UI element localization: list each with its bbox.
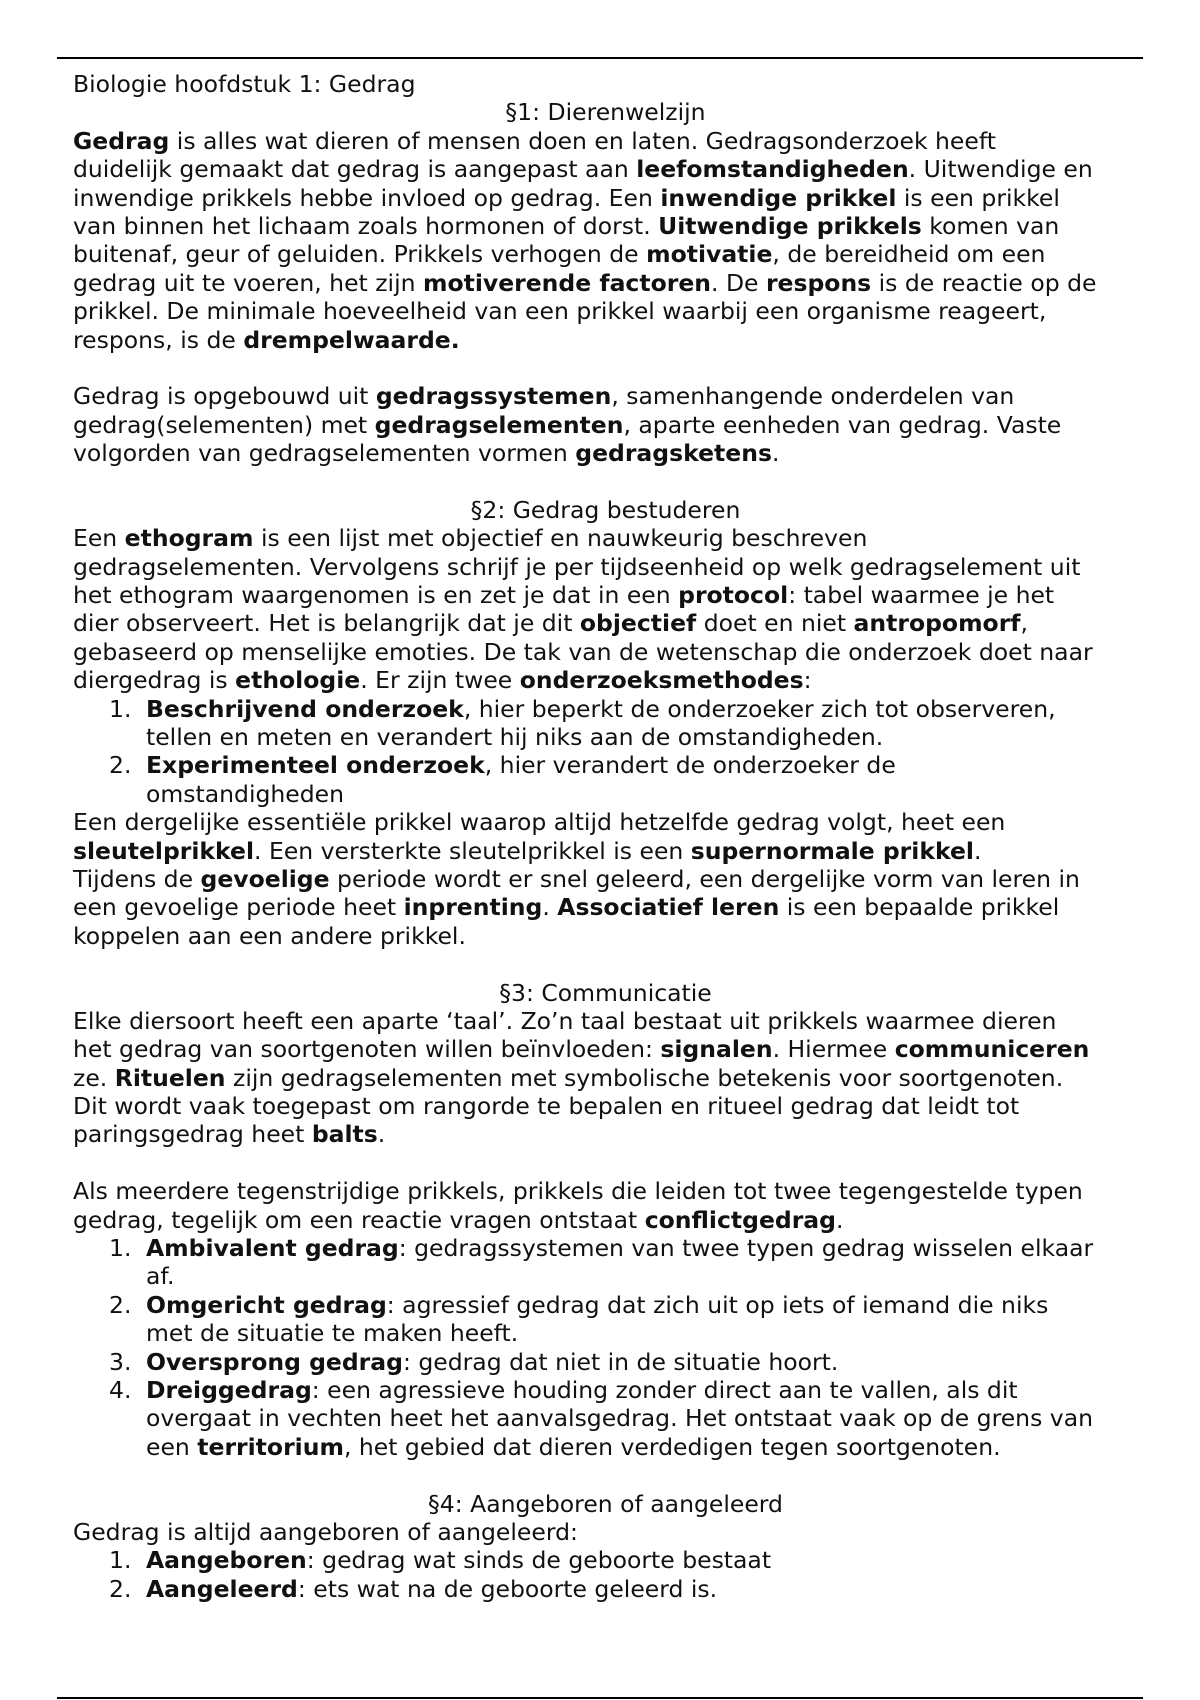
key-term: Experimenteel onderzoek <box>146 751 485 780</box>
section <box>73 496 1138 979</box>
key-term: ethologie <box>235 666 361 695</box>
text-run: respons, is de <box>73 325 244 354</box>
text-line <box>73 382 1138 410</box>
text-line <box>73 326 1138 354</box>
text-run: inwendige prikkels hebbe invloed op gedrag. Een <box>73 183 661 212</box>
text-line <box>73 638 1138 666</box>
text-run: duidelijk gemaakt dat gedrag is aangepast aan <box>73 155 637 184</box>
text-run: met de situatie te maken heeft. <box>146 1319 519 1348</box>
text-line <box>73 1120 1138 1148</box>
text-run: dier observeert. Het is belangrijk dat je dit <box>73 609 580 638</box>
text-run: gedragselementen. Vervolgens schrijf je per tijdseenheid op welk gedragselement uit <box>73 552 1081 581</box>
text-run: is de reactie op de <box>871 268 1097 297</box>
key-term: gevoelige <box>200 864 330 893</box>
text-line <box>73 269 1138 297</box>
key-term: conflictgedrag <box>644 1205 836 1234</box>
key-term: inwendige prikkel <box>660 183 897 212</box>
text-line <box>73 155 1138 183</box>
text-line <box>146 723 1138 751</box>
text-line <box>73 524 1138 552</box>
text-run: . Er zijn twee <box>360 666 520 695</box>
text-run: paringsgedrag heet <box>73 1120 312 1149</box>
text-run: . Hiermee <box>772 1035 895 1064</box>
text-run: van binnen het lichaam zoals hormonen of dorst. <box>73 211 659 240</box>
text-run: is een bepaalde prikkel <box>779 893 1060 922</box>
text-run: gedrag, tegelijk om een reactie vragen ontstaat <box>73 1205 645 1234</box>
text-run: is alles wat dieren of mensen doen en laten. Gedragsonderzoek heeft <box>169 126 996 155</box>
text-line <box>146 1575 1138 1603</box>
spacer <box>73 1461 1138 1489</box>
key-term: respons <box>765 268 872 297</box>
text-run: . Een versterkte sleutelprikkel is een <box>254 836 691 865</box>
key-term: Aangeboren <box>146 1546 307 1575</box>
key-term: Rituelen <box>114 1063 226 1092</box>
text-run: : een agressieve houding zonder direct aan te vallen, als dit <box>311 1375 1018 1404</box>
document-title: Biologie hoofdstuk 1: Gedrag <box>73 70 416 98</box>
paragraph <box>73 1177 1138 1234</box>
text-line <box>146 780 1138 808</box>
text-run: is een prikkel <box>896 183 1060 212</box>
list-number: 2. <box>109 1574 132 1603</box>
key-term: leefomstandigheden <box>636 155 909 184</box>
section <box>73 979 1138 1490</box>
list-item <box>73 695 1138 752</box>
key-term: ethogram <box>124 524 254 553</box>
numbered-list <box>73 1234 1138 1461</box>
list-number: 1. <box>109 1546 132 1575</box>
text-line <box>73 609 1138 637</box>
text-run: . De <box>711 268 766 297</box>
text-run: komen van <box>921 211 1060 240</box>
section-heading: §4: Aangeboren of aangeleerd <box>428 1489 783 1518</box>
text-line <box>73 666 1138 694</box>
list-number: 4. <box>109 1375 132 1404</box>
document-body <box>73 70 1138 1603</box>
key-term: Omgericht gedrag <box>146 1290 387 1319</box>
text-run: diergedrag is <box>73 666 236 695</box>
spacer <box>73 950 1138 978</box>
text-run: prikkel. De minimale hoeveelheid van een prikkel waarbij een organisme reageert, <box>73 297 1047 326</box>
text-line <box>146 1348 1138 1376</box>
text-run: het ethogram waargenomen is en zet je dat in een <box>73 581 679 610</box>
text-line <box>73 184 1138 212</box>
footer-rule <box>57 1697 1143 1699</box>
text-run: : tabel waarmee je het <box>788 581 1055 610</box>
paragraph <box>73 127 1138 354</box>
text-line <box>73 439 1138 467</box>
key-term: inprenting <box>403 893 543 922</box>
section <box>73 1490 1138 1604</box>
key-term: antropomorf <box>853 609 1021 638</box>
text-run: af. <box>146 1262 175 1291</box>
text-line <box>73 212 1138 240</box>
paragraph <box>73 524 1138 694</box>
key-term: Oversprong gedrag <box>146 1347 403 1376</box>
text-run: buitenaf, geur of geluiden. Prikkels verhogen de <box>73 240 647 269</box>
key-term: Aangeleerd <box>146 1574 298 1603</box>
text-run: , de bereidheid om een <box>772 240 1046 269</box>
text-line <box>73 127 1138 155</box>
key-term: balts <box>311 1120 378 1149</box>
text-run: . <box>835 1205 844 1234</box>
text-run: zijn gedragselementen met symbolische betekenis voor soortgenoten. <box>225 1063 1064 1092</box>
text-run: , aparte eenheden van gedrag. Vaste <box>623 410 1062 439</box>
text-line <box>146 1376 1138 1404</box>
text-line <box>73 1035 1138 1063</box>
section <box>73 98 1138 495</box>
text-line <box>73 893 1138 921</box>
text-run: gedrag uit te voeren, het zijn <box>73 268 423 297</box>
key-term: Beschrijvend onderzoek <box>146 694 464 723</box>
list-item <box>73 1234 1138 1291</box>
key-term: drempelwaarde. <box>243 325 460 354</box>
text-run: : <box>803 666 812 695</box>
text-run: . <box>377 1120 386 1149</box>
text-line <box>146 1234 1138 1262</box>
text-run: : ets wat na de geboorte geleerd is. <box>297 1574 718 1603</box>
list-item <box>73 751 1138 808</box>
key-term: Dreiggedrag <box>146 1375 312 1404</box>
list-number: 2. <box>109 751 132 780</box>
text-run: . Uitwendige en <box>908 155 1093 184</box>
text-run: : gedragssystemen van twee typen gedrag wisselen elkaar <box>398 1234 1094 1263</box>
text-run: gedrag(selementen) met <box>73 410 375 439</box>
numbered-list <box>73 1546 1138 1603</box>
text-line <box>146 1291 1138 1319</box>
text-line <box>146 1404 1138 1432</box>
text-run: Tijdens de <box>73 864 201 893</box>
text-line <box>146 695 1138 723</box>
text-run: . <box>542 893 558 922</box>
text-run: ze. <box>73 1063 115 1092</box>
text-run: : agressief gedrag dat zich uit op iets of iemand die niks <box>386 1290 1049 1319</box>
key-term: Associatief leren <box>557 893 780 922</box>
text-run: een <box>146 1432 198 1461</box>
text-run: Gedrag is opgebouwd uit <box>73 382 376 411</box>
text-line <box>73 837 1138 865</box>
key-term: gedragssystemen <box>375 382 612 411</box>
key-term: Ambivalent gedrag <box>146 1234 399 1263</box>
text-run: doet en niet <box>696 609 854 638</box>
text-line <box>73 1206 1138 1234</box>
text-run: een gevoelige periode heet <box>73 893 404 922</box>
text-line <box>73 1518 1138 1546</box>
text-run: tellen en meten en verandert hij niks aan de omstandigheden. <box>146 722 884 751</box>
text-line <box>73 581 1138 609</box>
text-run: . <box>973 836 982 865</box>
paragraph <box>73 1007 1138 1149</box>
list-number: 2. <box>109 1290 132 1319</box>
list-number: 1. <box>109 1234 132 1263</box>
key-term: Gedrag <box>73 126 170 155</box>
text-run: Gedrag is altijd aangeboren of aangeleerd: <box>73 1517 578 1546</box>
text-line <box>73 808 1138 836</box>
text-run: overgaat in vechten heet het aanvalsgedrag. Het ontstaat vaak op de grens van <box>146 1404 1093 1433</box>
key-term: gedragselementen <box>374 410 624 439</box>
key-term: territorium <box>197 1432 344 1461</box>
text-run: , <box>1020 609 1028 638</box>
list-number: 1. <box>109 694 132 723</box>
key-term: supernormale prikkel <box>690 836 974 865</box>
text-run: Dit wordt vaak toegepast om rangorde te bepalen en ritueel gedrag dat leidt tot <box>73 1092 1020 1121</box>
paragraph <box>73 1518 1138 1546</box>
text-line <box>73 1007 1138 1035</box>
spacer <box>73 1149 1138 1177</box>
key-term: motivatie <box>646 240 773 269</box>
key-term: sleutelprikkel <box>73 836 255 865</box>
list-item <box>73 1291 1138 1348</box>
spacer <box>73 467 1138 495</box>
text-line <box>73 1177 1138 1205</box>
list-number: 3. <box>109 1347 132 1376</box>
list-item <box>73 1546 1138 1574</box>
section-heading: §2: Gedrag bestuderen <box>470 495 741 524</box>
text-run: , samenhangende onderdelen van <box>611 382 1015 411</box>
text-run: omstandigheden <box>146 779 345 808</box>
text-run: Een <box>73 524 125 553</box>
text-run: , hier verandert de onderzoeker de <box>484 751 896 780</box>
text-line <box>146 1433 1138 1461</box>
section-heading: §1: Dierenwelzijn <box>505 98 706 127</box>
text-run: het gedrag van soortgenoten willen beïnvloeden: <box>73 1035 661 1064</box>
text-run: Als meerdere tegenstrijdige prikkels, prikkels die leiden tot twee tegengestelde typen <box>73 1177 1083 1206</box>
text-run: periode wordt er snel geleerd, een dergelijke vorm van leren in <box>329 864 1080 893</box>
key-term: signalen <box>660 1035 773 1064</box>
paragraph <box>73 808 1138 950</box>
text-run: , het gebied dat dieren verdedigen tegen soortgenoten. <box>343 1432 1001 1461</box>
text-line <box>146 1262 1138 1290</box>
key-term: motiverende factoren <box>422 268 711 297</box>
key-term: protocol <box>678 581 789 610</box>
text-run: Elke diersoort heeft een aparte ‘taal’. Zo’n taal bestaat uit prikkels waarmee dieren <box>73 1006 1057 1035</box>
text-line <box>73 922 1138 950</box>
sections <box>73 98 1138 1603</box>
text-line <box>73 411 1138 439</box>
text-run: , hier beperkt de onderzoeker zich tot observeren, <box>463 694 1056 723</box>
numbered-list <box>73 695 1138 809</box>
key-term: gedragsketens <box>575 439 772 468</box>
key-term: objectief <box>579 609 697 638</box>
text-line <box>73 865 1138 893</box>
text-run: is een lijst met objectief en nauwkeurig beschreven <box>253 524 868 553</box>
key-term: communiceren <box>894 1035 1090 1064</box>
text-line <box>146 1319 1138 1347</box>
list-item <box>73 1575 1138 1603</box>
header-rule <box>57 57 1143 59</box>
text-line <box>73 240 1138 268</box>
text-run: koppelen aan een andere prikkel. <box>73 921 466 950</box>
list-item <box>73 1376 1138 1461</box>
text-run: : gedrag dat niet in de situatie hoort. <box>402 1347 839 1376</box>
text-line <box>73 1092 1138 1120</box>
text-line <box>146 1546 1138 1574</box>
text-line <box>73 1064 1138 1092</box>
list-item <box>73 1348 1138 1376</box>
text-run: : gedrag wat sinds de geboorte bestaat <box>306 1546 772 1575</box>
text-run: . <box>771 439 780 468</box>
paragraph <box>73 382 1138 467</box>
text-run: Een dergelijke essentiële prikkel waarop altijd hetzelfde gedrag volgt, heet een <box>73 808 1006 837</box>
spacer <box>73 354 1138 382</box>
key-term: Uitwendige prikkels <box>658 211 922 240</box>
text-run: volgorden van gedragselementen vormen <box>73 439 576 468</box>
key-term: onderzoeksmethodes <box>519 666 804 695</box>
section-heading: §3: Communicatie <box>499 978 712 1007</box>
text-line <box>73 553 1138 581</box>
text-line <box>73 297 1138 325</box>
text-line <box>146 751 1138 779</box>
text-run: gebaseerd op menselijke emoties. De tak van de wetenschap die onderzoek doet naar <box>73 637 1093 666</box>
